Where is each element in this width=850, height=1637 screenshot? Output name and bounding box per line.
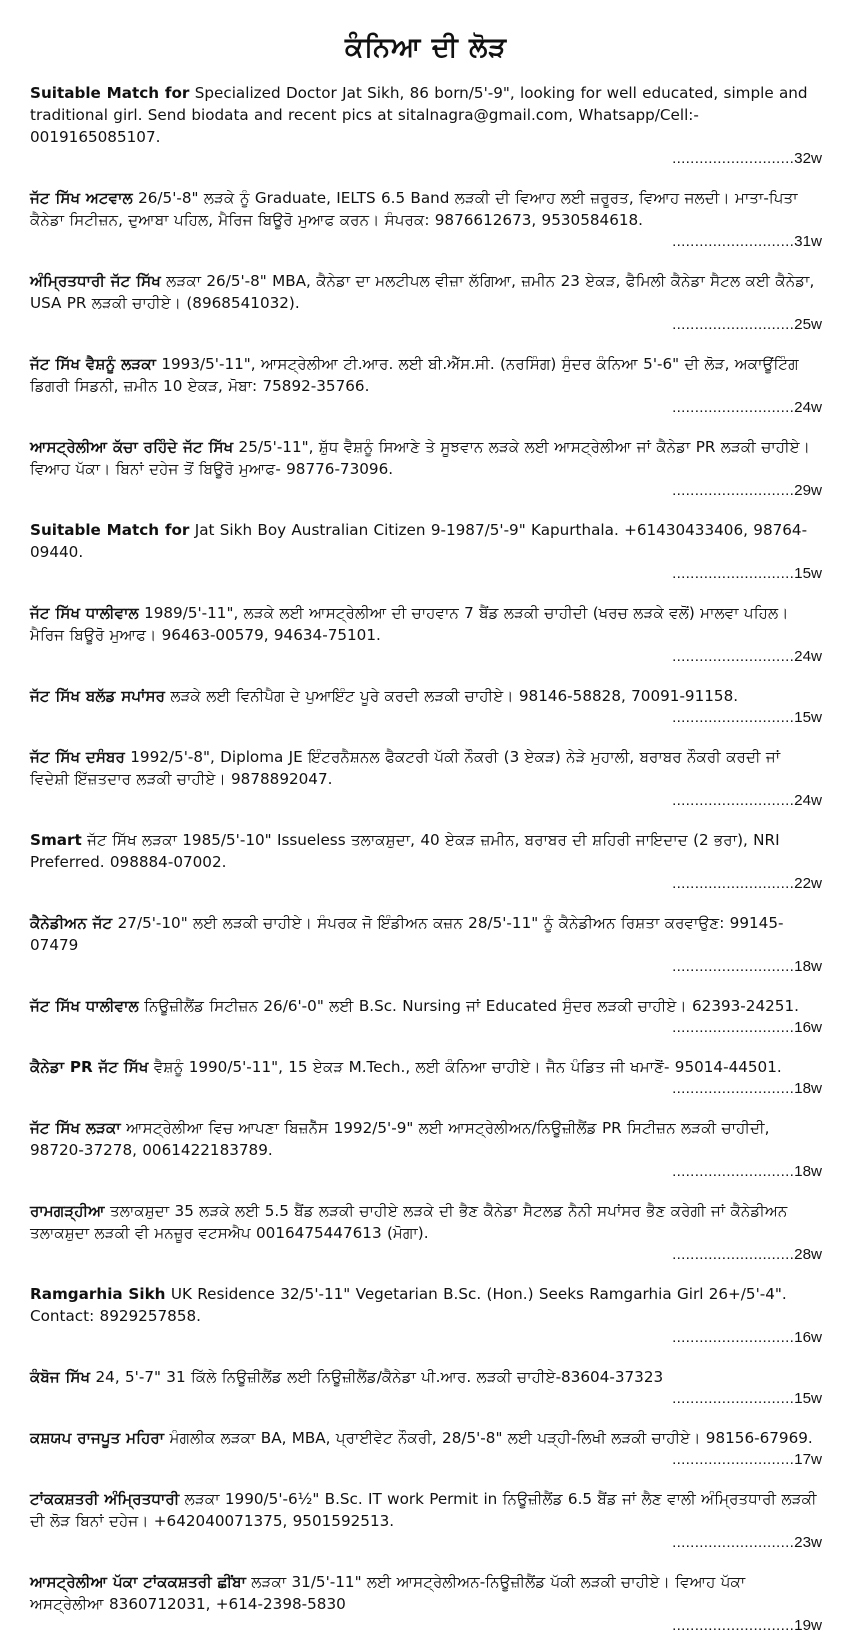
ad-text xyxy=(30,1117,822,1161)
ad-code: 29w xyxy=(794,482,822,499)
classified-ad xyxy=(30,746,822,812)
classified-ad xyxy=(30,82,822,170)
ad-text xyxy=(30,685,822,707)
ad-lead: ਕਸ਼ਯਪ ਰਾਜਪੂਤ ਮਹਿਰਾ xyxy=(30,1429,165,1447)
ad-code: 18w xyxy=(794,1163,822,1180)
ad-code-line xyxy=(30,563,822,585)
ad-lead: ਰਾਮਗੜ੍ਹੀਆ xyxy=(30,1202,105,1220)
ad-code: 18w xyxy=(794,958,822,975)
ad-code: 24w xyxy=(794,792,822,809)
ad-code-line xyxy=(30,1327,822,1349)
ad-body: 1992/5'-8", Diploma JE ਇੰਟਰਨੈਸ਼ਨਲ ਫੈਕਟਰੀ ਪੱਕੀ ਨੌਕਰੀ (3 ਏਕੜ) ਨੇੜੇ ਮੁਹਾਲੀ, ਬਰਾਬਰ ਨੌਕਰੀ ਕਰਦੀ ਜਾਂ ਵਿਦੇਸ਼ੀ ਇੱਜ਼ਤਦਾਰ ਲੜਕੀ ਚਾਹੀਏ। 9878892047. xyxy=(30,748,781,788)
ad-code: 31w xyxy=(794,233,822,250)
ad-body: Specialized Doctor Jat Sikh, 86 born/5'-9", looking for well educated, simple and traditional girl. Send biodata and recent pics at sitalnagra@gmail.com, Whatsapp/Cell:- 0019165085107. xyxy=(30,84,808,146)
ad-text xyxy=(30,1366,822,1388)
ad-code: 22w xyxy=(794,875,822,892)
ad-code-line xyxy=(30,790,822,812)
classified-ad xyxy=(30,1283,822,1349)
classified-ad xyxy=(30,602,822,668)
ad-body: UK Residence 32/5'-11" Vegetarian B.Sc. (Hon.) Seeks Ramgarhia Girl 26+/5'-4". Contact: 8929257858. xyxy=(30,1285,787,1325)
classified-ad xyxy=(30,187,822,253)
ad-lead: ਜੱਟ ਸਿੱਖ ਧਾਲੀਵਾਲ xyxy=(30,604,139,622)
ad-code-line xyxy=(30,231,822,253)
ad-dots: ........................... xyxy=(672,1019,795,1036)
classified-ad xyxy=(30,1427,822,1471)
ad-code-line xyxy=(30,873,822,895)
ad-body: ਤਲਾਕਸ਼ੁਦਾ 35 ਲੜਕੇ ਲਈ 5.5 ਬੈਂਡ ਲੜਕੀ ਚਾਹੀਏ ਲੜਕੇ ਦੀ ਭੈਣ ਕੈਨੇਡਾ ਸੈਟਲਡ ਨੈਨੀ ਸਪਾਂਸਰ ਭੈਣ ਕਰੇਗੀ ਜਾਂ ਕੈਨੇਡੀਅਨ ਤਲਾਕਸ਼ੁਦਾ ਲੜਕੀ ਵੀ ਮਨਜ਼ੂਰ ਵਟਸਐਪ 0016475447613 (ਮੋਗਾ). xyxy=(30,1202,788,1242)
ad-text xyxy=(30,746,822,790)
ad-code: 23w xyxy=(794,1534,822,1551)
ad-dots: ........................... xyxy=(672,958,795,975)
ad-lead: ਜੱਟ ਸਿੱਖ ਅਟਵਾਲ xyxy=(30,189,133,207)
ad-lead: Suitable Match for xyxy=(30,521,190,539)
ad-code: 19w xyxy=(794,1617,822,1634)
ad-text xyxy=(30,270,822,314)
classified-ad xyxy=(30,1366,822,1410)
ad-lead: ਆਸਟ੍ਰੇਲੀਆ ਪੱਕਾ ਟਾਂਕਕਸ਼ਤਰੀ ਛੀਂਬਾ xyxy=(30,1573,246,1591)
ad-text xyxy=(30,829,822,873)
ad-code: 25w xyxy=(794,316,822,333)
ad-code-line xyxy=(30,707,822,729)
ad-dots: ........................... xyxy=(672,1329,795,1346)
ad-list xyxy=(30,82,822,1637)
ad-dots: ........................... xyxy=(672,709,795,726)
ad-body: ਨਿਊਜ਼ੀਲੈਂਡ ਸਿਟੀਜ਼ਨ 26/6'-0" ਲਈ B.Sc. Nursing ਜਾਂ Educated ਸੁੰਦਰ ਲੜਕੀ ਚਾਹੀਏ। 62393-24251. xyxy=(144,997,799,1015)
ad-body: ਆਸਟ੍ਰੇਲੀਆ ਵਿਚ ਆਪਣਾ ਬਿਜ਼ਨੈੱਸ 1992/5'-9" ਲਈ ਆਸਟ੍ਰੇਲੀਅਨ/ਨਿਊਜ਼ੀਲੈਂਡ PR ਸਿਟੀਜ਼ਨ ਲੜਕੀ ਚਾਹੀਦੀ, 98720-37278, 0061422183789. xyxy=(30,1119,770,1159)
ad-lead: ਅੰਮ੍ਰਿਤਧਾਰੀ ਜੱਟ ਸਿੱਖ xyxy=(30,272,161,290)
ad-text xyxy=(30,519,822,563)
ad-text xyxy=(30,1427,822,1449)
ad-code-line xyxy=(30,1615,822,1637)
ad-dots: ........................... xyxy=(672,399,795,416)
ad-text xyxy=(30,187,822,231)
ad-body: 1989/5'-11", ਲੜਕੇ ਲਈ ਆਸਟ੍ਰੇਲੀਆ ਦੀ ਚਾਹਵਾਨ 7 ਬੈਂਡ ਲੜਕੀ ਚਾਹੀਦੀ (ਖਰਚ ਲੜਕੇ ਵਲੋਂ) ਮਾਲਵਾ ਪਹਿਲ। ਮੈਰਿਜ ਬਿਊਰੋ ਮੁਆਫ। 96463-00579, 94634-75101. xyxy=(30,604,789,644)
classified-ad xyxy=(30,995,822,1039)
ad-body: 27/5'-10" ਲਈ ਲੜਕੀ ਚਾਹੀਏ। ਸੰਪਰਕ ਜੋ ਇੰਡੀਅਨ ਕਜ਼ਨ 28/5'-11" ਨੂੰ ਕੈਨੇਡੀਅਨ ਰਿਸ਼ਤਾ ਕਰਵਾਉਣ: 99145-07479 xyxy=(30,914,784,954)
ad-body: Jat Sikh Boy Australian Citizen 9-1987/5'-9" Kapurthala. +61430433406, 98764-09440. xyxy=(30,521,808,561)
ad-dots: ........................... xyxy=(672,1163,795,1180)
page-title: ਕੰਨਿਆ ਦੀ ਲੋੜ xyxy=(344,32,508,63)
ad-dots: ........................... xyxy=(672,565,795,582)
ad-text xyxy=(30,1488,822,1532)
classified-ad xyxy=(30,1056,822,1100)
ad-body: ਲੜਕਾ 1990/5'-6½" B.Sc. IT work Permit in ਨਿਊਜ਼ੀਲੈਂਡ 6.5 ਬੈਂਡ ਜਾਂ ਲੈਣ ਵਾਲੀ ਅੰਮ੍ਰਿਤਧਾਰੀ ਲੜਕੀ ਦੀ ਲੋੜ ਬਿਨਾਂ ਦਹੇਜ। +642040071375, 9501592513. xyxy=(30,1490,817,1530)
ad-code-line xyxy=(30,1078,822,1100)
ad-dots: ........................... xyxy=(672,1534,795,1551)
ad-dots: ........................... xyxy=(672,233,795,250)
ad-code: 24w xyxy=(794,648,822,665)
classified-ad xyxy=(30,685,822,729)
ad-lead: ਕੈਨੇਡੀਅਨ ਜੱਟ xyxy=(30,914,113,932)
ad-body: ਲੜਕਾ 31/5'-11" ਲਈ ਆਸਟ੍ਰੇਲੀਅਨ-ਨਿਊਜ਼ੀਲੈਂਡ ਪੱਕੀ ਲੜਕੀ ਚਾਹੀਏ। ਵਿਆਹ ਪੱਕਾ ਅਸਟ੍ਰੇਲੀਆ 8360712031, +614-2398-5830 xyxy=(30,1573,746,1613)
ad-code: 16w xyxy=(794,1329,822,1346)
ad-code: 15w xyxy=(794,1390,822,1407)
ad-lead: Suitable Match for xyxy=(30,84,190,102)
ad-lead: ਜੱਟ ਸਿੱਖ ਧਾਲੀਵਾਲ xyxy=(30,997,139,1015)
ad-body: ਮੰਗਲੀਕ ਲੜਕਾ BA, MBA, ਪ੍ਰਾਈਵੇਟ ਨੌਕਰੀ, 28/5'-8" ਲਈ ਪੜ੍ਹੀ-ਲਿਖੀ ਲੜਕੀ ਚਾਹੀਏ। 98156-67969. xyxy=(169,1429,813,1447)
ad-code-line xyxy=(30,1017,822,1039)
ad-code-line xyxy=(30,646,822,668)
ad-code: 28w xyxy=(794,1246,822,1263)
ad-body: 1993/5'-11", ਆਸਟ੍ਰੇਲੀਆ ਟੀ.ਆਰ. ਲਈ ਬੀ.ਐੱਸ.ਸੀ. (ਨਰਸਿੰਗ) ਸੁੰਦਰ ਕੰਨਿਆ 5'-6" ਦੀ ਲੋੜ, ਅਕਾਊਂਟਿੰਗ ਡਿਗਰੀ ਸਿਡਨੀ, ਜ਼ਮੀਨ 10 ਏਕੜ, ਮੋਬਾ: 75892-35766. xyxy=(30,355,799,395)
ad-lead: Smart xyxy=(30,831,82,849)
ad-text xyxy=(30,995,822,1017)
ad-lead: Ramgarhia Sikh xyxy=(30,1285,166,1303)
ad-lead: ਕੰਬੋਜ ਸਿੱਖ xyxy=(30,1368,91,1386)
classified-ad xyxy=(30,270,822,336)
ad-dots: ........................... xyxy=(672,150,795,167)
ad-text xyxy=(30,353,822,397)
ad-code-line xyxy=(30,314,822,336)
ad-text xyxy=(30,82,822,148)
ad-dots: ........................... xyxy=(672,1617,795,1634)
classified-ad xyxy=(30,1117,822,1183)
ad-text xyxy=(30,436,822,480)
ad-dots: ........................... xyxy=(672,648,795,665)
ad-dots: ........................... xyxy=(672,482,795,499)
ad-body: 24, 5'-7" 31 ਕਿੱਲੇ ਨਿਊਜ਼ੀਲੈਂਡ ਲਈ ਨਿਊਜ਼ੀਲੈਂਡ/ਕੈਨੇਡਾ ਪੀ.ਆਰ. ਲੜਕੀ ਚਾਹੀਏ-83604-37323 xyxy=(95,1368,664,1386)
ad-code: 17w xyxy=(794,1451,822,1468)
ad-code-line xyxy=(30,148,822,170)
classified-ad xyxy=(30,519,822,585)
ad-code: 16w xyxy=(794,1019,822,1036)
ad-lead: ਜੱਟ ਸਿੱਖ ਲੜਕਾ xyxy=(30,1119,121,1137)
ad-body: ਲੜਕੇ ਲਈ ਵਿਨੀਪੈਗ ਦੇ ਪੁਆਇੰਟ ਪੂਰੇ ਕਰਦੀ ਲੜਕੀ ਚਾਹੀਏ। 98146-58828, 70091-91158. xyxy=(170,687,739,705)
ad-lead: ਜੱਟ ਸਿੱਖ ਵੈਸ਼ਨੂੰ ਲੜਕਾ xyxy=(30,355,157,373)
classified-ad xyxy=(30,1571,822,1637)
ad-text xyxy=(30,1571,822,1615)
ad-body: ਲੜਕਾ 26/5'-8" MBA, ਕੈਨੇਡਾ ਦਾ ਮਲਟੀਪਲ ਵੀਜ਼ਾ ਲੱਗਿਆ, ਜ਼ਮੀਨ 23 ਏਕੜ, ਫੈਮਿਲੀ ਕੈਨੇਡਾ ਸੈਟਲ ਕਈ ਕੈਨੇਡਾ, USA PR ਲੜਕੀ ਚਾਹੀਏ। (8968541032). xyxy=(30,272,815,312)
ad-body: 26/5'-8" ਲੜਕੇ ਨੂੰ Graduate, IELTS 6.5 Band ਲੜਕੀ ਦੀ ਵਿਆਹ ਲਈ ਜ਼ਰੂਰਤ, ਵਿਆਹ ਜਲਦੀ। ਮਾਤਾ-ਪਿਤਾ ਕੈਨੇਡਾ ਸਿਟੀਜ਼ਨ, ਦੁਆਬਾ ਪਹਿਲ, ਮੈਰਿਜ ਬਿਊਰੋ ਮੁਆਫ ਕਰਨ। ਸੰਪਰਕ: 9876612673, 9530584618. xyxy=(30,189,798,229)
ad-code: 18w xyxy=(794,1080,822,1097)
ad-text xyxy=(30,1056,822,1078)
ad-code: 15w xyxy=(794,565,822,582)
ad-code: 24w xyxy=(794,399,822,416)
ad-lead: ਜੱਟ ਸਿੱਖ ਦਸੰਬਰ xyxy=(30,748,125,766)
classified-ad xyxy=(30,912,822,978)
ad-code-line xyxy=(30,1532,822,1554)
ad-dots: ........................... xyxy=(672,792,795,809)
ad-dots: ........................... xyxy=(672,1080,795,1097)
ad-text xyxy=(30,912,822,956)
ad-text xyxy=(30,1283,822,1327)
ad-code-line xyxy=(30,1449,822,1471)
ad-dots: ........................... xyxy=(672,316,795,333)
ad-dots: ........................... xyxy=(672,1246,795,1263)
ad-body: 25/5'-11", ਸ਼ੁੱਧ ਵੈਸ਼ਨੂੰ ਸਿਆਣੇ ਤੇ ਸੂਝਵਾਨ ਲੜਕੇ ਲਈ ਆਸਟ੍ਰੇਲੀਆ ਜਾਂ ਕੈਨੇਡਾ PR ਲੜਕੀ ਚਾਹੀਏ। ਵਿਆਹ ਪੱਕਾ। ਬਿਨਾਂ ਦਹੇਜ ਤੋਂ ਬਿਊਰੋ ਮੁਆਫ- 98776-73096. xyxy=(30,438,811,478)
ad-code-line xyxy=(30,397,822,419)
ad-code: 15w xyxy=(794,709,822,726)
ad-code: 32w xyxy=(794,150,822,167)
ad-lead: ਕੈਨੇਡਾ PR ਜੱਟ ਸਿੱਖ xyxy=(30,1058,149,1076)
ad-dots: ........................... xyxy=(672,875,795,892)
ad-code-line xyxy=(30,1161,822,1183)
ad-text xyxy=(30,1200,822,1244)
classified-ad xyxy=(30,829,822,895)
ad-text xyxy=(30,602,822,646)
ad-body: ਵੈਸ਼ਨੂੰ 1990/5'-11", 15 ਏਕੜ M.Tech., ਲਈ ਕੰਨਿਆ ਚਾਹੀਏ। ਜੈਨ ਪੰਡਿਤ ਜੀ ਖਮਾਣੋਂ- 95014-44501. xyxy=(153,1058,782,1076)
classified-ad xyxy=(30,353,822,419)
ad-code-line xyxy=(30,1244,822,1266)
ad-lead: ਆਸਟ੍ਰੇਲੀਆ ਕੱਚਾ ਰਹਿੰਦੇ ਜੱਟ ਸਿੱਖ xyxy=(30,438,234,456)
ad-lead: ਟਾਂਕਕਸ਼ਤਰੀ ਅੰਮ੍ਰਿਤਧਾਰੀ xyxy=(30,1490,180,1508)
ad-body: ਜੱਟ ਸਿੱਖ ਲੜਕਾ 1985/5'-10" Issueless ਤਲਾਕਸ਼ੁਦਾ, 40 ਏਕੜ ਜ਼ਮੀਨ, ਬਰਾਬਰ ਦੀ ਸ਼ਹਿਰੀ ਜਾਇਦਾਦ (2 ਭਰਾ), NRI Preferred. 098884-07002. xyxy=(30,831,780,871)
ad-code-line xyxy=(30,1388,822,1410)
ad-code-line xyxy=(30,956,822,978)
ad-dots: ........................... xyxy=(672,1451,795,1468)
classified-ad xyxy=(30,1200,822,1266)
classified-ad xyxy=(30,436,822,502)
classified-ad xyxy=(30,1488,822,1554)
ad-dots: ........................... xyxy=(672,1390,795,1407)
ad-lead: ਜੱਟ ਸਿੱਖ ਬਲੱਡ ਸਪਾਂਸਰ xyxy=(30,687,166,705)
ad-code-line xyxy=(30,480,822,502)
